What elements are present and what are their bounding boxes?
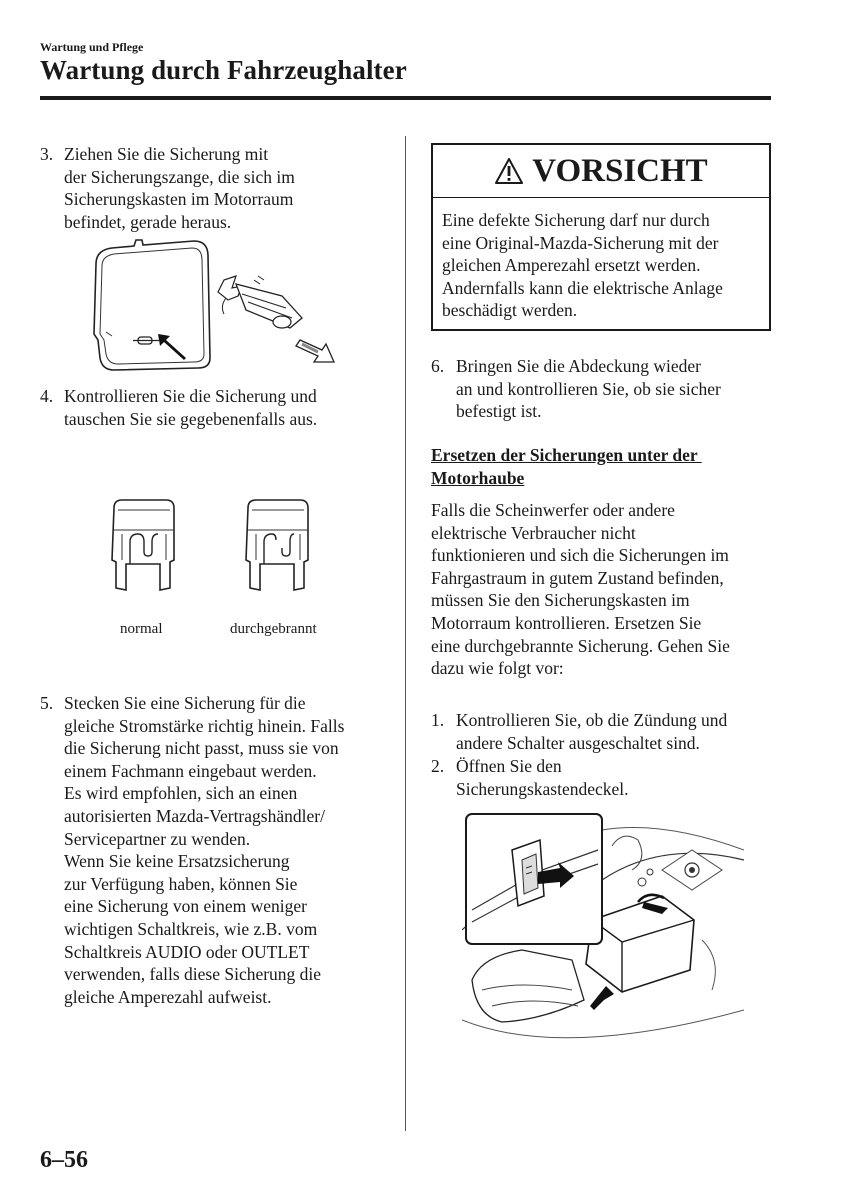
header-rule — [40, 96, 771, 100]
step-3-line: der Sicherungszange, die sich im — [64, 166, 295, 187]
paragraph-line: dazu wie folgt vor: — [431, 658, 564, 679]
section-label: Wartung und Pflege — [40, 40, 144, 54]
step-5-line: eine Sicherung von einem weniger — [64, 896, 307, 917]
step-4-number: 4. — [40, 386, 54, 406]
step-5-number: 5. — [40, 693, 54, 713]
step-3-line: Ziehen Sie die Sicherung mit — [64, 144, 269, 164]
step-5-line: Es wird empfohlen, sich an einen — [64, 783, 298, 804]
step-5-line: gleiche Amperezahl aufweist. — [64, 986, 272, 1007]
step-5-line: Wenn Sie keine Ersatzsicherung — [64, 851, 290, 872]
caution-box — [431, 143, 771, 331]
step-4-line: tauschen Sie sie gegebenenfalls aus. — [64, 408, 318, 429]
step-5-line: zur Verfügung haben, können Sie — [64, 873, 298, 894]
step-6-number: 6. — [431, 356, 445, 376]
fuse-caption-normal: normal — [120, 621, 163, 637]
paragraph-line: elektrische Verbraucher nicht — [431, 522, 636, 543]
caution-line: beschädigt werden. — [442, 300, 578, 321]
step-3-text — [64, 143, 399, 233]
intro-paragraph — [431, 499, 776, 680]
step-6-text — [456, 355, 776, 423]
paragraph-line: funktionieren und sich die Sicherungen im — [431, 545, 729, 566]
step-6-line: befestigt ist. — [456, 401, 542, 422]
step-5-line: wichtigen Schaltkreis, wie z.B. vom — [64, 918, 318, 939]
step-2-line: Sicherungskastendeckel. — [456, 778, 629, 799]
step-4-text — [64, 385, 399, 430]
step-1-text — [456, 709, 776, 754]
subheading-line: Motorhaube — [431, 467, 525, 488]
step-2-number: 2. — [431, 756, 445, 776]
step-5-line: gleiche Stromstärke richtig hinein. Falls — [64, 715, 345, 736]
step-5-line: Stecken Sie eine Sicherung für die — [64, 693, 306, 713]
caution-label: VORSICHT — [532, 152, 708, 189]
step-2-line: Öffnen Sie den — [456, 756, 562, 776]
step-6-line: Bringen Sie die Abdeckung wieder — [456, 356, 701, 376]
subheading-line: Ersetzen der Sicherungen unter der — [431, 445, 702, 465]
step-5-line: die Sicherung nicht passt, muss sie von — [64, 738, 339, 759]
paragraph-line: eine durchgebrannte Sicherung. Gehen Sie — [431, 635, 730, 656]
subheading — [431, 444, 776, 489]
fuse-caption-blown: durchgebrannt — [230, 621, 317, 637]
caution-line: gleichen Amperezahl ersetzt werden. — [442, 255, 701, 276]
paragraph-line: Fahrgastraum in gutem Zustand befinden, — [431, 567, 724, 588]
step-1-line: Kontrollieren Sie, ob die Zündung und — [456, 710, 728, 730]
fuse-normal-illustration — [104, 498, 184, 594]
caution-line: Eine defekte Sicherung darf nur durch — [442, 210, 710, 230]
step-3-line: Sicherungskasten im Motorraum — [64, 189, 294, 210]
step-5-text — [64, 692, 399, 1008]
step-5-line: verwenden, falls diese Sicherung die — [64, 964, 322, 985]
fuse-blown-illustration — [238, 498, 318, 594]
engine-bay-fuse-box-illustration — [462, 810, 744, 1060]
fuse-puller-illustration — [86, 236, 346, 374]
caution-line: Andernfalls kann die elektrische Anlage — [442, 277, 723, 298]
step-6-line: an und kontrollieren Sie, ob sie sicher — [456, 378, 721, 399]
page-title: Wartung durch Fahrzeughalter — [40, 55, 407, 85]
paragraph-line: Falls die Scheinwerfer oder andere — [431, 500, 675, 520]
caution-text — [442, 209, 767, 322]
paragraph-line: müssen Sie den Sicherungskasten im — [431, 590, 690, 611]
step-4-line: Kontrollieren Sie die Sicherung und — [64, 386, 317, 406]
step-5-line: autorisierten Mazda-Vertragshändler/ — [64, 805, 325, 826]
column-divider — [405, 136, 406, 1131]
step-5-line: einem Fachmann eingebaut werden. — [64, 760, 317, 781]
step-3-line: befindet, gerade heraus. — [64, 211, 232, 232]
caution-line: eine Original-Mazda-Sicherung mit der — [442, 232, 719, 253]
step-3-number: 3. — [40, 144, 54, 164]
warning-triangle-icon — [494, 157, 524, 185]
step-5-line: Schaltkreis AUDIO oder OUTLET — [64, 941, 310, 962]
step-1-line: andere Schalter ausgeschaltet sind. — [456, 732, 700, 753]
step-1-number: 1. — [431, 710, 445, 730]
paragraph-line: Motorraum kontrollieren. Ersetzen Sie — [431, 612, 702, 633]
step-5-line: Servicepartner zu wenden. — [64, 828, 251, 849]
caution-header — [433, 145, 769, 198]
step-2-text — [456, 755, 776, 800]
page-number: 6–56 — [40, 1147, 88, 1173]
